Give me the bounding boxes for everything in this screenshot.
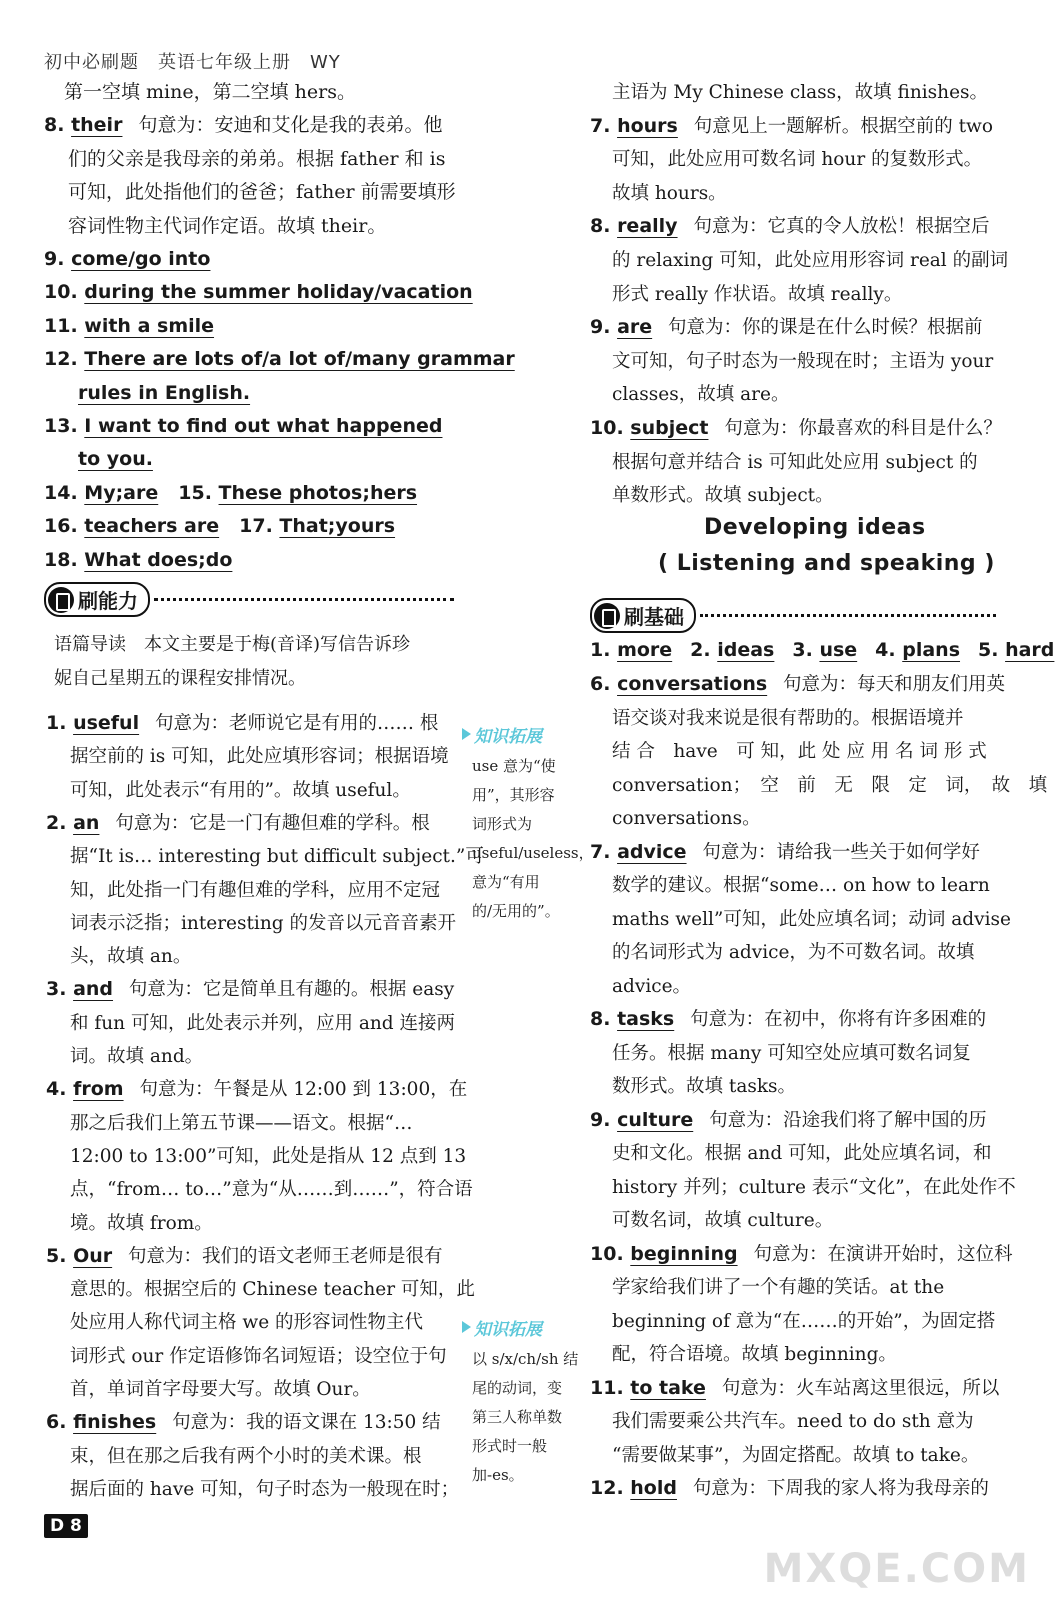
explanation-text: 句意为：下周我的家人将为我母亲的 bbox=[686, 1478, 989, 1499]
text-line bbox=[46, 1073, 467, 1106]
explanation-text: conversation； 空 前 无 限 定 词， 故 填 bbox=[612, 774, 1048, 796]
explanation-text: 配，符合语境。故填 beginning。 bbox=[612, 1344, 897, 1365]
answer-pair-line bbox=[44, 510, 405, 543]
answer: use bbox=[819, 639, 858, 661]
note-line: 尾的动词，变 bbox=[472, 1379, 563, 1397]
note-arrow-icon bbox=[462, 728, 471, 740]
explanation-text: 句意为：它真的令人放松！根据空后 bbox=[687, 216, 990, 238]
answer: come/go into bbox=[71, 248, 211, 270]
explanation-text: 形式 really 作状语。故填 really。 bbox=[612, 283, 903, 305]
text-line bbox=[70, 1306, 423, 1339]
text-line bbox=[612, 903, 1011, 936]
item-number: 10. bbox=[44, 281, 85, 304]
explanation-text: 词。故填 and。 bbox=[70, 1046, 204, 1067]
item-number: 12. bbox=[590, 1477, 631, 1499]
explanation-text: 容词性物主代词作定语。故填 their。 bbox=[68, 214, 387, 237]
explanation-text: 的 relaxing 可知，此处应用形容词 real 的副词 bbox=[612, 250, 1009, 271]
answer: teachers are bbox=[84, 515, 220, 538]
explanation-text: 可知，此处表示“有用的”。故填 useful。 bbox=[70, 779, 411, 801]
explanation-text: conversations。 bbox=[612, 808, 761, 829]
item-number: 5. bbox=[978, 639, 1006, 661]
explanation-text: 和 fun 可知，此处表示并列，应用 and 连接两 bbox=[70, 1012, 455, 1034]
item-number: 15. bbox=[178, 481, 219, 504]
text-line bbox=[44, 410, 452, 443]
item-number: 17. bbox=[239, 515, 280, 538]
answer: an bbox=[73, 811, 100, 834]
text-line bbox=[70, 1140, 466, 1173]
item-number: 9. bbox=[590, 1108, 618, 1131]
answer: I want to find out what happened bbox=[84, 415, 443, 437]
book-icon bbox=[48, 587, 74, 613]
answer: hard bbox=[1005, 639, 1055, 661]
answer: hold bbox=[630, 1477, 677, 1499]
text-line bbox=[612, 446, 978, 479]
explanation-text: 据“It is… interesting but difficult subject.”可 bbox=[70, 846, 484, 868]
text-line bbox=[612, 1439, 979, 1472]
explanation-text: advice。 bbox=[612, 975, 692, 997]
explanation-text: 的名词形式为 advice，为不可数名词。故填 bbox=[612, 942, 975, 963]
text-line bbox=[44, 109, 443, 142]
explanation-text: 点，“from… to…”意为“从……到……”，符合语 bbox=[70, 1179, 473, 1201]
explanation-text: 可数名词，故填 culture。 bbox=[612, 1210, 834, 1231]
text-line bbox=[590, 110, 993, 143]
explanation-text: 句意为：安迪和艾化是我的表弟。他 bbox=[132, 114, 443, 137]
unit-subtitle: ( Listening and speaking ) bbox=[658, 551, 995, 576]
text-line bbox=[590, 1472, 989, 1505]
text-line bbox=[68, 210, 386, 243]
page-number: D 8 bbox=[44, 1514, 88, 1538]
text-line bbox=[46, 707, 438, 740]
explanation-text: 句意为：火车站离这里很远，所以 bbox=[715, 1377, 1000, 1399]
text-line bbox=[612, 1271, 944, 1304]
explanation-text: 可知，此处应用可数名词 hour 的复数形式。 bbox=[612, 149, 983, 171]
item-number: 16. bbox=[44, 515, 85, 538]
explanation-text: 文可知，句子时态为一般现在时；主语为 your bbox=[612, 350, 994, 372]
answer-row bbox=[590, 634, 1064, 667]
answer: their bbox=[71, 114, 123, 137]
section-title: 刷基础 bbox=[624, 605, 684, 629]
explanation-text: 那之后我们上第五节课——语文。根据“… bbox=[70, 1112, 413, 1134]
answer: finishes bbox=[73, 1411, 157, 1434]
text-line bbox=[590, 311, 983, 344]
answer: to you. bbox=[78, 448, 153, 471]
text-line bbox=[612, 1070, 796, 1103]
item-number: 9. bbox=[44, 248, 72, 270]
answer: more bbox=[617, 639, 673, 661]
text-line bbox=[590, 668, 1005, 701]
explanation-text: 我们需要乘公共汽车。need to do sth 意为 bbox=[612, 1411, 974, 1432]
item-number: 5. bbox=[46, 1244, 74, 1267]
explanation-text: 句意为：我们的语文老师王老师是很有 bbox=[122, 1245, 443, 1267]
item-number: 8. bbox=[590, 1008, 618, 1030]
text-line bbox=[590, 1238, 1012, 1271]
answer: advice bbox=[617, 840, 687, 863]
text-line bbox=[44, 243, 220, 276]
explanation-text: history 并列；culture 表示“文化”，在此处作不 bbox=[612, 1176, 1016, 1198]
explanation-text: 句意为：它是简单且有趣的。根据 easy bbox=[123, 979, 455, 1001]
explanation-text: 可知，此处指他们的爸爸；father 前需要填形 bbox=[68, 181, 456, 204]
item-number: 13. bbox=[44, 415, 85, 437]
answer: tasks bbox=[617, 1008, 675, 1030]
explanation-text: 词形式 our 作定语修饰名词短语；设空位于句 bbox=[70, 1345, 447, 1367]
item-number: 2. bbox=[46, 811, 74, 834]
explanation-text: 句意为：午餐是从 12:00 到 13:00，在 bbox=[133, 1079, 468, 1101]
answer: and bbox=[73, 978, 114, 1001]
text-line bbox=[70, 940, 191, 973]
text-line bbox=[70, 1007, 455, 1040]
item-number: 10. bbox=[590, 1242, 631, 1265]
section-title: 刷能力 bbox=[78, 589, 138, 613]
explanation-text: 句意为：你最喜欢的科目是什么？ bbox=[718, 418, 1002, 439]
explanation-text: 第一空填 mine，第二空填 hers。 bbox=[64, 81, 356, 103]
explanation-text: 句意为：沿途我们将了解中国的历 bbox=[703, 1109, 987, 1131]
text-line bbox=[70, 1207, 213, 1240]
text-line bbox=[46, 1240, 443, 1273]
text-line bbox=[70, 1107, 412, 1140]
explanation-text: 结 合 have 可 知，此 处 应 用 名 词 形 式 bbox=[612, 741, 987, 762]
item-number: 1. bbox=[46, 712, 74, 734]
explanation-text: 故填 hours。 bbox=[612, 182, 727, 204]
text-line bbox=[590, 1003, 986, 1036]
item-number: 6. bbox=[46, 1411, 74, 1434]
item-number: 4. bbox=[46, 1078, 74, 1101]
item-number: 11. bbox=[590, 1376, 631, 1399]
item-number: 8. bbox=[44, 114, 72, 137]
item-number: 14. bbox=[44, 481, 85, 504]
unit-title: Developing ideas bbox=[704, 515, 926, 540]
text-line bbox=[612, 479, 834, 512]
note-title: 知识拓展 bbox=[474, 1320, 542, 1340]
answer: What does;do bbox=[84, 548, 233, 571]
explanation-text: 12:00 to 13:00”可知，此处是指从 12 点到 13 bbox=[70, 1145, 467, 1167]
answer: useful bbox=[73, 712, 140, 734]
answer-pair-line bbox=[44, 477, 427, 510]
answer: Our bbox=[73, 1244, 113, 1267]
explanation-text: 句意为：你的课是在什么时候？根据前 bbox=[662, 317, 983, 339]
page-header: 初中必刷题 英语七年级上册 WY bbox=[44, 52, 341, 73]
item-number: 3. bbox=[46, 978, 74, 1001]
explanation-text: 根据句意并结合 is 可知此处应用 subject 的 bbox=[612, 451, 978, 473]
item-number: 4. bbox=[875, 639, 903, 661]
text-line bbox=[590, 1104, 987, 1137]
text-line bbox=[612, 769, 1047, 802]
answer: conversations bbox=[617, 673, 768, 695]
explanation-text: 句意为：它是一门有趣但难的学科。根 bbox=[109, 812, 430, 834]
text-line bbox=[64, 76, 356, 109]
answer: ideas bbox=[717, 639, 775, 661]
note-title: 知识拓展 bbox=[474, 727, 542, 747]
explanation-text: 句意为：每天和朋友们用英 bbox=[777, 674, 1006, 695]
explanation-text: 处应用人称代词主格 we 的形容词性物主代 bbox=[70, 1312, 424, 1334]
explanation-text: 据后面的 have 可知，句子时态为一般现在时； bbox=[70, 1478, 460, 1500]
text-line bbox=[612, 345, 993, 378]
answer: to take bbox=[630, 1376, 706, 1399]
text-line bbox=[612, 177, 727, 210]
text-line bbox=[612, 970, 691, 1003]
item-number: 18. bbox=[44, 548, 85, 571]
reading-guide-line: 妮自己星期五的课程安排情况。 bbox=[54, 668, 306, 689]
answer: That;yours bbox=[279, 515, 396, 538]
explanation-text: 单数形式。故填 subject。 bbox=[612, 485, 834, 507]
answer: plans bbox=[902, 639, 961, 661]
text-line bbox=[68, 143, 446, 176]
text-line bbox=[70, 1273, 475, 1306]
explanation-text: 句意见上一题解析。根据空前的 two bbox=[687, 115, 994, 137]
text-line bbox=[78, 377, 260, 410]
explanation-text: 据空前的 is 可知，此处应填形容词；根据语境 bbox=[70, 746, 449, 768]
answer: These photos;hers bbox=[218, 481, 418, 504]
item-number: 11. bbox=[44, 314, 85, 337]
note-line: 的/无用的”。 bbox=[472, 902, 560, 920]
answer: rules in English. bbox=[78, 381, 251, 404]
explanation-text: 学家给我们讲了一个有趣的笑话。at the bbox=[612, 1277, 945, 1298]
text-line bbox=[70, 874, 440, 907]
answer: during the summer holiday/vacation bbox=[84, 281, 473, 304]
explanation-text: 知，此处指一门有趣但难的学科，应用不定冠 bbox=[70, 879, 441, 901]
note-line: 形式时一般 bbox=[472, 1437, 548, 1455]
explanation-text: 头，故填 an。 bbox=[70, 946, 192, 968]
text-line bbox=[44, 276, 483, 309]
text-line bbox=[612, 936, 974, 969]
text-line bbox=[70, 840, 484, 873]
answer: culture bbox=[617, 1108, 694, 1131]
text-line bbox=[46, 807, 430, 840]
note-arrow-icon bbox=[462, 1321, 471, 1333]
item-number: 8. bbox=[590, 215, 618, 238]
text-line bbox=[612, 1405, 974, 1438]
answer: There are lots of/a lot of/many grammar bbox=[84, 348, 515, 371]
text-line bbox=[70, 1173, 473, 1206]
item-number: 7. bbox=[590, 114, 618, 137]
text-line bbox=[78, 443, 163, 476]
note-line: 加-es。 bbox=[472, 1466, 524, 1484]
answer: hours bbox=[617, 114, 678, 137]
text-line bbox=[44, 310, 224, 343]
explanation-text: maths well”可知，此处应填名词；动词 advise bbox=[612, 908, 1011, 930]
item-number: 10. bbox=[590, 417, 631, 439]
explanation-text: 主语为 My Chinese class，故填 finishes。 bbox=[612, 82, 989, 103]
explanation-text: 词表示泛指；interesting 的发音以元音音素开 bbox=[70, 912, 456, 934]
explanation-text: 句意为：老师说它是有用的…… 根 bbox=[149, 713, 439, 734]
explanation-text: “需要做某事”，为固定搭配。故填 to take。 bbox=[612, 1444, 980, 1466]
text-line bbox=[70, 740, 449, 773]
explanation-text: 束，但在那之后我有两个小时的美术课。根 bbox=[70, 1445, 422, 1467]
section-header-nengli bbox=[44, 582, 454, 617]
explanation-text: 语交谈对我来说是很有帮助的。根据语境并 bbox=[612, 707, 964, 729]
text-line bbox=[612, 1204, 833, 1237]
text-line bbox=[46, 973, 454, 1006]
text-line bbox=[612, 143, 982, 176]
text-line bbox=[612, 802, 761, 835]
explanation-text: 境。故填 from。 bbox=[70, 1212, 213, 1234]
text-line bbox=[612, 378, 789, 411]
text-line bbox=[612, 735, 987, 768]
note-line: useful/useless， bbox=[472, 844, 594, 862]
text-line bbox=[70, 1473, 459, 1506]
item-number: 9. bbox=[590, 316, 618, 339]
note-body bbox=[472, 1345, 578, 1490]
answer: are bbox=[617, 316, 653, 339]
answer: really bbox=[617, 215, 678, 238]
text-line bbox=[612, 76, 988, 109]
note-body bbox=[472, 752, 594, 926]
explanation-text: 意思的。根据空后的 Chinese teacher 可知，此 bbox=[70, 1279, 475, 1301]
section-badge bbox=[44, 582, 150, 617]
explanation-text: 史和文化。根据 and 可知，此处应填名词，和 bbox=[612, 1143, 992, 1164]
explanation-text: 句意为：在演讲开始时，这位科 bbox=[747, 1243, 1013, 1265]
text-line bbox=[70, 907, 456, 940]
note-line: 词形式为 bbox=[472, 815, 533, 833]
item-number: 12. bbox=[44, 348, 85, 371]
text-line bbox=[70, 1040, 203, 1073]
text-line bbox=[70, 1440, 422, 1473]
explanation-text: 们的父亲是我母亲的弟弟。根据 father 和 is bbox=[68, 147, 446, 170]
dotted-rule bbox=[700, 614, 996, 617]
text-line bbox=[612, 702, 964, 735]
dotted-rule bbox=[154, 598, 454, 601]
explanation-text: 句意为：在初中，你将有许多困难的 bbox=[684, 1009, 987, 1030]
note-line: 用”，其形容 bbox=[472, 786, 555, 804]
answer: subject bbox=[630, 417, 709, 439]
text-line bbox=[612, 1137, 992, 1170]
answer-pair-line bbox=[44, 544, 242, 577]
text-line bbox=[590, 412, 1002, 445]
answer: My;are bbox=[84, 481, 159, 504]
item-number: 1. bbox=[590, 639, 618, 661]
answer: from bbox=[73, 1078, 124, 1101]
text-line bbox=[612, 1171, 1016, 1204]
explanation-text: beginning of 意为“在……的开始”，为固定搭 bbox=[612, 1310, 996, 1332]
text-line bbox=[46, 1406, 441, 1439]
text-line bbox=[68, 176, 456, 209]
note-line: 意为“有用 bbox=[472, 873, 540, 891]
item-number: 3. bbox=[792, 639, 820, 661]
answer: with a smile bbox=[84, 314, 215, 337]
section-badge bbox=[590, 598, 696, 633]
text-line bbox=[612, 278, 902, 311]
note-line: use 意为“使 bbox=[472, 757, 556, 775]
explanation-text: 句意为：请给我一些关于如何学好 bbox=[696, 841, 980, 863]
item-number: 2. bbox=[690, 639, 718, 661]
text-line bbox=[590, 210, 989, 243]
explanation-text: 句意为：我的语文课在 13:50 结 bbox=[166, 1412, 441, 1434]
item-number: 7. bbox=[590, 840, 618, 863]
text-line bbox=[70, 774, 411, 807]
section-header-jichu bbox=[590, 598, 996, 633]
explanation-text: 任务。根据 many 可知空处应填可数名词复 bbox=[612, 1042, 971, 1064]
text-line bbox=[590, 836, 980, 869]
text-line bbox=[612, 244, 1008, 277]
explanation-text: 首，单词首字母要大写。故填 Our。 bbox=[70, 1379, 371, 1400]
text-line bbox=[612, 1037, 971, 1070]
reading-guide-line: 语篇导读 本文主要是于梅(音译)写信告诉珍 bbox=[54, 634, 411, 655]
note-line: 以 s/x/ch/sh 结 bbox=[472, 1350, 579, 1368]
answer: beginning bbox=[630, 1242, 738, 1265]
text-line bbox=[612, 1338, 897, 1371]
text-line bbox=[44, 343, 525, 376]
text-line bbox=[70, 1340, 447, 1373]
text-line bbox=[612, 869, 990, 902]
text-line bbox=[590, 1372, 999, 1405]
book-icon bbox=[594, 603, 620, 629]
note-line: 第三人称单数 bbox=[472, 1408, 563, 1426]
explanation-text: 数学的建议。根据“some… on how to learn bbox=[612, 875, 990, 896]
watermark: MXQE.COM bbox=[763, 1546, 1030, 1592]
text-line bbox=[612, 1305, 995, 1338]
item-number: 6. bbox=[590, 673, 618, 695]
explanation-text: classes，故填 are。 bbox=[612, 384, 790, 406]
text-line bbox=[70, 1373, 371, 1406]
explanation-text: 数形式。故填 tasks。 bbox=[612, 1076, 797, 1097]
